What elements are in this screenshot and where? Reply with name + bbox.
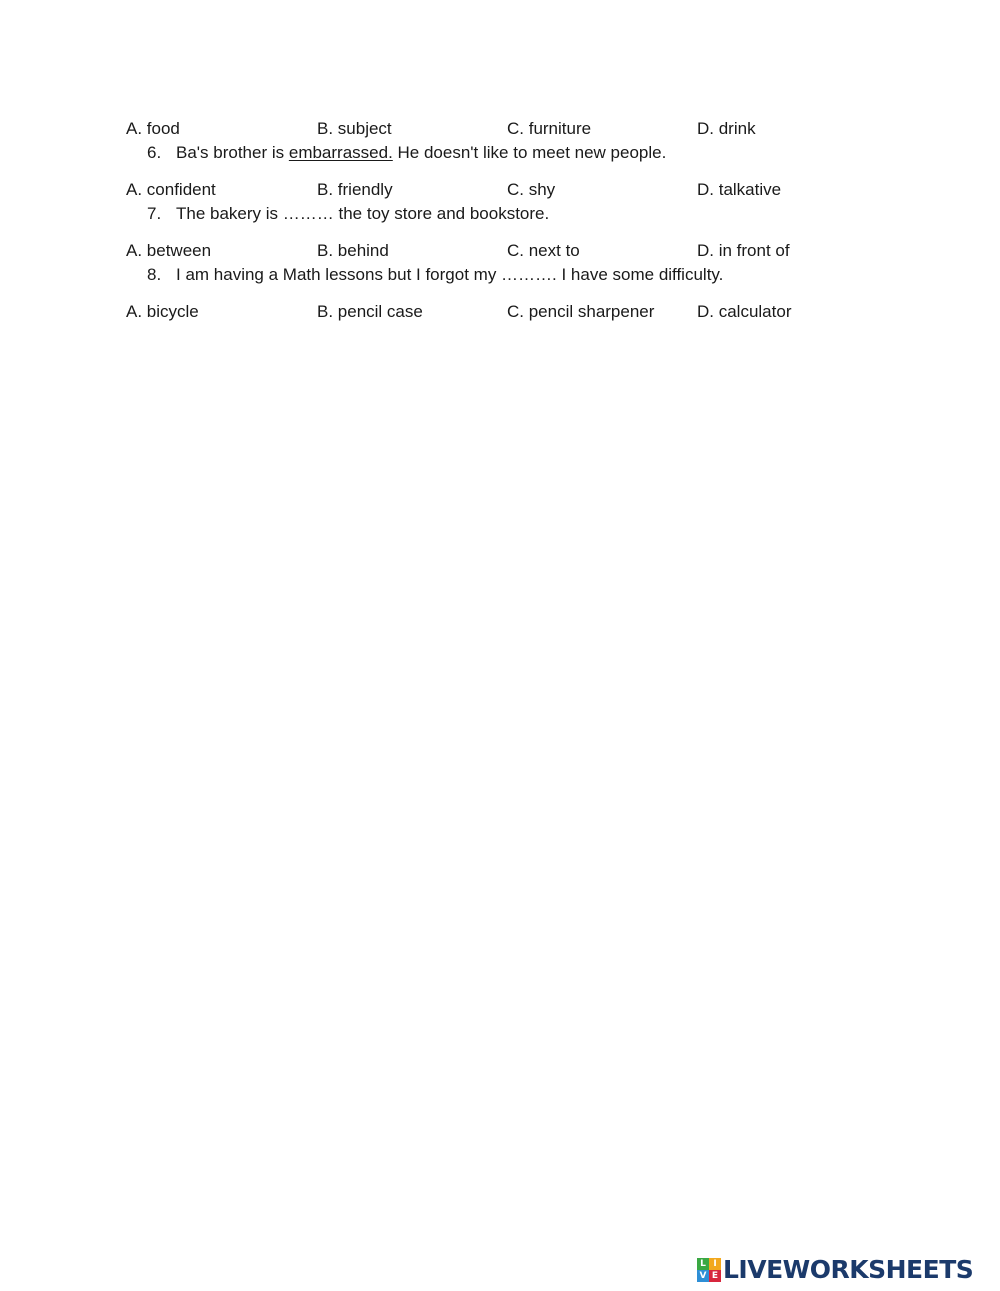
option-b[interactable]: B. subject <box>317 119 392 138</box>
option-b[interactable]: B. pencil case <box>317 302 423 321</box>
option-b[interactable]: B. behind <box>317 241 389 260</box>
question-text-after: He doesn't like to meet new people. <box>392 143 667 162</box>
question-6 <box>147 141 907 165</box>
options-row-q7 <box>126 239 886 263</box>
option-c[interactable]: C. next to <box>507 241 580 260</box>
question-text-before: Ba's brother is <box>176 143 289 162</box>
option-a[interactable]: A. bicycle <box>126 302 199 321</box>
logo-letter-i: I <box>709 1258 721 1270</box>
option-b[interactable]: B. friendly <box>317 180 393 199</box>
option-c[interactable]: C. shy <box>507 180 556 199</box>
logo-letter-l: L <box>697 1258 709 1270</box>
option-c[interactable]: C. furniture <box>507 119 592 138</box>
live-logo-icon <box>697 1258 721 1282</box>
options-row-q8 <box>126 300 886 324</box>
question-8 <box>147 263 907 287</box>
option-c[interactable]: C. pencil sharpener <box>507 302 655 321</box>
option-a[interactable]: A. food <box>126 119 180 138</box>
option-a[interactable]: A. confident <box>126 180 216 199</box>
question-text: The bakery is ……… the toy store and bookstore. <box>176 204 550 223</box>
option-d[interactable]: D. drink <box>697 119 756 138</box>
question-text: I am having a Math lessons but I forgot my ………. I have some difficulty. <box>176 265 724 284</box>
liveworksheets-logo <box>697 1255 973 1285</box>
option-d[interactable]: D. calculator <box>697 302 792 321</box>
option-d[interactable]: D. talkative <box>697 180 782 199</box>
logo-letter-v: V <box>697 1270 709 1282</box>
options-row-q6 <box>126 178 886 202</box>
question-number: 6. <box>147 143 162 162</box>
option-a[interactable]: A. between <box>126 241 212 260</box>
logo-letter-e: E <box>709 1270 721 1282</box>
brand-name: LIVEWORKSHEETS <box>723 1255 974 1284</box>
question-7 <box>147 202 907 226</box>
question-number: 7. <box>147 204 162 223</box>
options-row-q5 <box>126 117 886 141</box>
option-d[interactable]: D. in front of <box>697 241 790 260</box>
question-number: 8. <box>147 265 162 284</box>
question-underlined-word: embarrassed. <box>288 143 393 162</box>
